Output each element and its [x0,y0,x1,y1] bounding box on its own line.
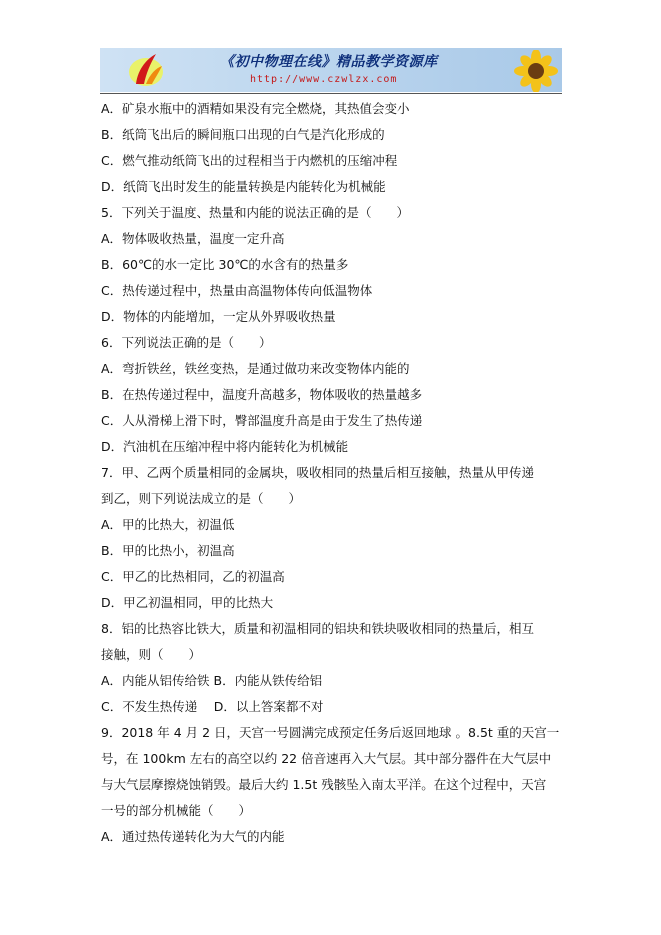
text-line: B．在热传递过程中，温度升高越多，物体吸收的热量越多 [101,387,423,402]
text-line: 8．铝的比热容比铁大，质量和初温相同的铝块和铁块吸收相同的热量后，相互 [101,621,534,636]
text-line: 一号的部分机械能（ ） [101,803,252,818]
text-line: 7．甲、乙两个质量相同的金属块，吸收相同的热量后相互接触，热量从甲传递 [101,465,534,480]
banner-divider [100,93,562,94]
question-body [101,96,571,850]
text-line: D．物体的内能增加，一定从外界吸收热量 [101,309,336,324]
text-line: C．人从滑梯上滑下时，臀部温度升高是由于发生了热传递 [101,413,423,428]
text-line: C．燃气推动纸筒飞出的过程相当于内燃机的压缩冲程 [101,153,398,168]
text-line: B．纸筒飞出后的瞬间瓶口出现的白气是汽化形成的 [101,127,385,142]
text-line: A．甲的比热大，初温低 [101,517,235,532]
banner-title: 《初中物理在线》精品教学资源库 [220,54,438,70]
text-line: D．甲乙初温相同，甲的比热大 [101,595,274,610]
text-line: 6．下列说法正确的是（ ） [101,335,272,350]
text-line: C．不发生热传递 D．以上答案都不对 [101,699,324,714]
text-line: 5．下列关于温度、热量和内能的说法正确的是（ ） [101,205,409,220]
text-line: 接触，则（ ） [101,647,202,662]
text-line: A．矿泉水瓶中的酒精如果没有完全燃烧，其热值会变小 [101,101,410,116]
text-line: 与大气层摩擦烧蚀销毁。最后大约 1.5t 残骸坠入南太平洋。在这个过程中，天宫 [101,777,547,792]
text-line: 9．2018 年 4 月 2 日，天宫一号圆满完成预定任务后返回地球 。8.5t 重的天宫一 [101,725,560,740]
text-line: 号，在 100km 左右的高空以约 22 倍音速再入大气层。其中部分器件在大气层中 [101,751,552,766]
site-logo-icon [126,50,168,90]
text-line: D．纸筒飞出时发生的能量转换是内能转化为机械能 [101,179,386,194]
banner-url[interactable]: http://www.czwlzx.com [250,74,398,85]
sunflower-icon [502,50,558,92]
text-line: D．汽油机在压缩冲程中将内能转化为机械能 [101,439,349,454]
text-line: A．物体吸收热量，温度一定升高 [101,231,285,246]
text-line: A．通过热传递转化为大气的内能 [101,829,285,844]
text-line: A．弯折铁丝，铁丝变热，是通过做功来改变物体内能的 [101,361,410,376]
header-banner [100,48,562,92]
text-line: B．60℃的水一定比 30℃的水含有的热量多 [101,257,349,272]
text-line: 到乙，则下列说法成立的是（ ） [101,491,302,506]
text-line: C．热传递过程中，热量由高温物体传向低温物体 [101,283,373,298]
text-line: C．甲乙的比热相同，乙的初温高 [101,569,285,584]
text-line: B．甲的比热小，初温高 [101,543,235,558]
text-line: A．内能从铝传给铁 B．内能从铁传给铝 [101,673,323,688]
